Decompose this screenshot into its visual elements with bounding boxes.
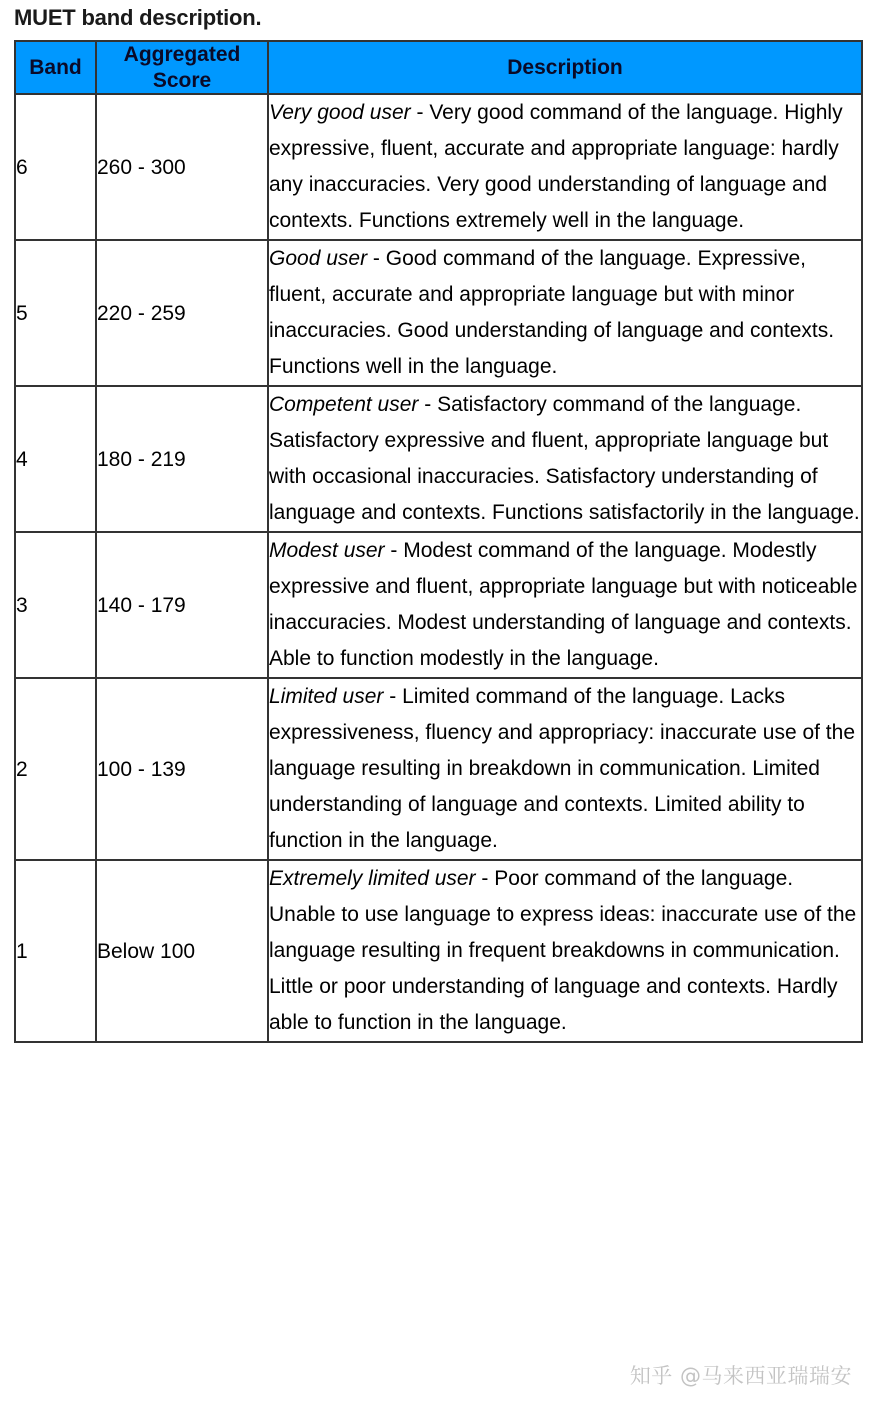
cell-band: 5 [15, 240, 96, 386]
description-text: Very good command of the language. Highly expressive, fluent, accurate and appropriate language: hardly any inaccuracies. Very good understanding of language and contexts. Functions extremely well in the language. [269, 101, 843, 233]
cell-aggregated-score: 100 - 139 [96, 678, 268, 860]
column-header-description: Description [268, 41, 862, 94]
description-text: Good command of the language. Expressive, fluent, accurate and appropriate language but with minor inaccuracies. Good understanding of language and contexts. Functions well in the language. [269, 247, 835, 379]
table-body [15, 94, 862, 1042]
description-separator: - [475, 867, 495, 891]
cell-aggregated-score: 140 - 179 [96, 532, 268, 678]
cell-band: 1 [15, 860, 96, 1042]
cell-band: 4 [15, 386, 96, 532]
description-separator: - [383, 685, 403, 709]
description-text: Limited command of the language. Lacks expressiveness, fluency and appropriacy: inaccurate use of the language resulting in breakdown in communication. Limited understanding of language and contexts. Limited ability to function in the language. [269, 685, 856, 853]
table-row [15, 860, 862, 1042]
band-description-table-container [14, 40, 860, 1043]
user-type-label: Very good user [269, 101, 411, 125]
table-row [15, 532, 862, 678]
user-type-label: Extremely limited user [269, 867, 476, 891]
description-text: Modest command of the language. Modestly expressive and fluent, appropriate language but with noticeable inaccuracies. Modest understanding of language and contexts. Able to function modestly in the language. [269, 539, 858, 671]
page-title: MUET band description. [14, 5, 262, 30]
description-separator: - [418, 393, 438, 417]
cell-description [268, 94, 862, 240]
user-type-label: Modest user [269, 539, 385, 563]
cell-description [268, 240, 862, 386]
band-description-table [14, 40, 863, 1043]
zhihu-watermark: 知乎 @马来西亚瑞瑞安 [629, 1364, 852, 1388]
table-row [15, 386, 862, 532]
column-header-aggregated-score: Aggregated Score [96, 41, 268, 94]
cell-description [268, 678, 862, 860]
description-separator: - [367, 247, 386, 271]
table-header-row [15, 41, 862, 94]
cell-band: 3 [15, 532, 96, 678]
column-header-band: Band [15, 41, 96, 94]
cell-aggregated-score: 180 - 219 [96, 386, 268, 532]
cell-band: 2 [15, 678, 96, 860]
cell-band: 6 [15, 94, 96, 240]
description-separator: - [410, 101, 430, 125]
table-header [15, 41, 862, 94]
table-row [15, 678, 862, 860]
cell-aggregated-score: 260 - 300 [96, 94, 268, 240]
user-type-label: Competent user [269, 393, 419, 417]
cell-description [268, 386, 862, 532]
user-type-label: Good user [269, 247, 368, 271]
user-type-label: Limited user [269, 685, 384, 709]
table-row [15, 94, 862, 240]
cell-aggregated-score: Below 100 [96, 860, 268, 1042]
cell-aggregated-score: 220 - 259 [96, 240, 268, 386]
cell-description [268, 860, 862, 1042]
cell-description [268, 532, 862, 678]
table-row [15, 240, 862, 386]
description-text: Poor command of the language. Unable to use language to express ideas: inaccurate use of the language resulting in frequent breakdowns in communication. Little or poor understanding of language and contexts. Hardly able to function in the language. [269, 867, 857, 1035]
description-separator: - [384, 539, 404, 563]
description-text: Satisfactory command of the language. Satisfactory expressive and fluent, appropriate language but with occasional inaccuracies. Satisfactory understanding of language and contexts. Functions satisfactorily in the language. [269, 393, 860, 525]
